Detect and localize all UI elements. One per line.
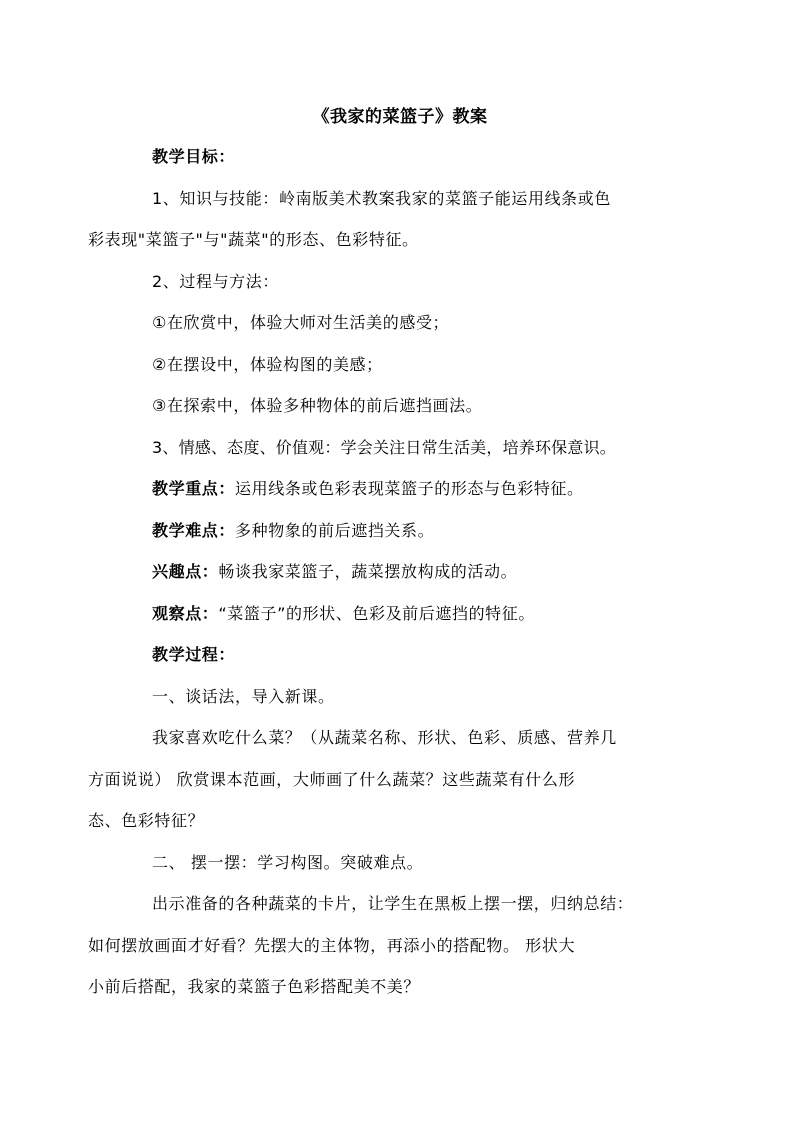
objective-2-b: ②在摆设中，体验构图的美感； [152,354,383,374]
interest-point [120,551,680,593]
interest-point-label: 兴趣点： [152,562,219,581]
step-1-line-1: 我家喜欢吃什么菜？（从蔬菜名称、形状、色彩、质感、营养几 [152,728,617,747]
key-point-label: 教学重点： [152,479,236,498]
document-title: 《我家的菜篮子》教案 [312,107,488,127]
difficult-point [120,510,680,552]
document-body [88,98,680,1008]
step-2-line-3: 小前后搭配，我家的菜篮子色彩搭配美不美？ [88,977,421,996]
difficult-point-label: 教学难点： [152,520,236,540]
observation-point [120,593,680,635]
step-1-paragraph [88,717,680,842]
objective-1-line-1: 1、知识与技能：岭南版美术教案我家的菜篮子能运用线条或色 [152,188,611,208]
step-2-paragraph [88,883,680,1008]
observation-point-text: “菜篮子”的形状、色彩及前后遮挡的特征。 [218,603,535,623]
step-2-line-1: 出示准备的各种蔬菜的卡片，让学生在黑板上摆一摆，归纳总结： [152,894,634,913]
objective-2: 2、过程与方法： [152,271,279,291]
interest-point-text: 畅谈我家菜篮子，蔬菜摆放构成的活动。 [218,562,518,581]
objective-2-a: ①在欣赏中，体验大师对生活美的感受； [152,313,450,332]
objective-1 [88,178,680,261]
key-point-text: 运用线条或色彩表现菜篮子的形态与色彩特征。 [235,479,584,498]
objectives-heading: 教学目标： [152,147,236,166]
objective-2-c: ③在探索中，体验多种物体的前后遮挡画法。 [152,396,483,415]
step-2-heading: 二、 摆一摆：学习构图。突破难点。 [152,852,424,872]
observation-point-label: 观察点： [152,603,219,623]
key-point [120,468,680,510]
objective-1-line-2: 彩表现"菜篮子"与"蔬菜"的形态、色彩特征。 [88,230,419,249]
difficult-point-text: 多种物象的前后遮挡关系。 [235,520,435,540]
step-1-line-3: 态、色彩特征？ [88,811,205,830]
step-2-line-2: 如何摆放画面才好看？先摆大的主体物，再添小的搭配物。 形状大 [88,935,576,955]
process-heading: 教学过程： [152,645,236,664]
step-1-heading: 一、谈话法，导入新课。 [152,686,335,706]
step-1-line-2: 方面说说） 欣赏课本范画，大师画了什么蔬菜？这些蔬菜有什么形 [88,769,576,789]
objective-3: 3、情感、态度、价值观：学会关注日常生活美，培养环保意识。 [152,437,616,457]
